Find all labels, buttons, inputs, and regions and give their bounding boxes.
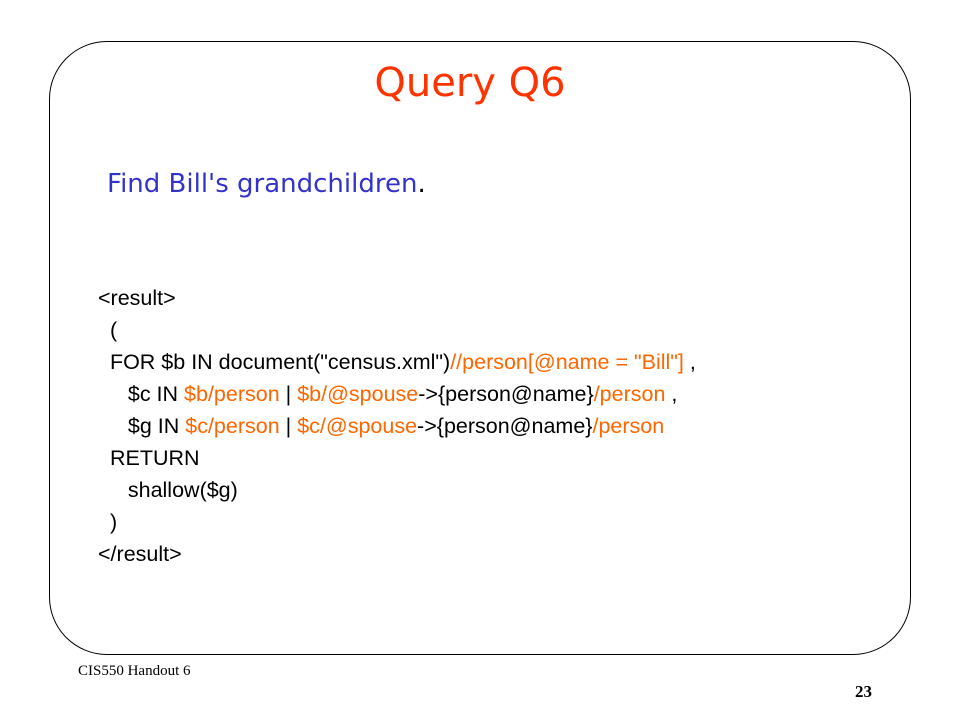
code-path-highlight: $c/person [185, 414, 280, 438]
code-path-highlight: $b/person [184, 382, 280, 406]
footer-course-label: CIS550 Handout 6 [78, 663, 191, 679]
slide-subtitle [107, 166, 426, 202]
code-line-1: <result> [98, 286, 176, 310]
code-token: ->{person@name} [417, 414, 593, 438]
code-token: FOR $b IN document("census.xml") [98, 350, 451, 374]
code-token: , [665, 382, 678, 406]
code-line-6: RETURN [98, 446, 200, 470]
code-path-highlight: /person [592, 414, 665, 438]
code-line-7: shallow($g) [98, 478, 238, 502]
code-token: , [683, 350, 696, 374]
code-line-2: ( [98, 318, 118, 342]
code-token: | [279, 414, 298, 438]
code-line-3 [98, 346, 696, 378]
code-line-9: </result> [98, 542, 182, 566]
code-token: $c IN [98, 382, 185, 406]
code-path-highlight: //person[@name = "Bill"] [450, 350, 684, 374]
code-token: $g IN [98, 414, 186, 438]
code-token: ->{person@name} [418, 382, 594, 406]
page-number: 23 [855, 682, 872, 701]
code-line-4 [98, 378, 696, 410]
code-path-highlight: /person [593, 382, 666, 406]
subtitle-period: . [417, 169, 426, 199]
subtitle-text: Find Bill's grandchildren [107, 169, 418, 199]
code-path-highlight: $c/@spouse [297, 414, 418, 438]
query-code-block [98, 282, 696, 570]
code-line-5 [98, 410, 696, 442]
code-line-8: ) [98, 510, 118, 534]
code-path-highlight: $b/@spouse [297, 382, 419, 406]
code-token: | [279, 382, 298, 406]
slide-title: Query Q6 [374, 60, 566, 106]
